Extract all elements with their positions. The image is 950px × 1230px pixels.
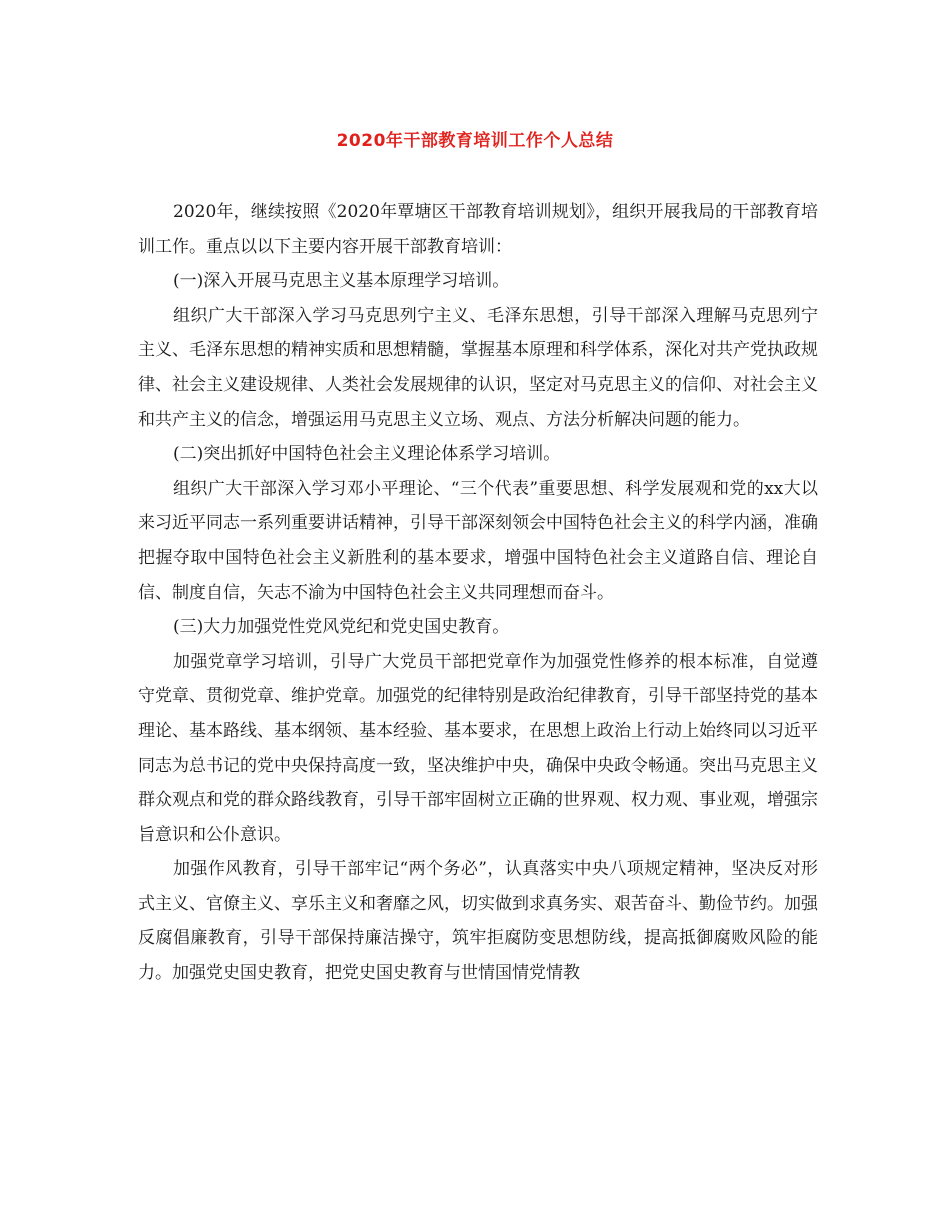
paragraph-section-2: 组织广大干部深入学习邓小平理论、“三个代表”重要思想、科学发展观和党的xx大以来习近平同志一系列重要讲话精神，引导干部深刻领会中国特色社会主义的科学内涵，准确把握夺取中国特色社会主义新胜利的基本要求，增强中国特色社会主义道路自信、理论自信、制度自信，矢志不渝为中国特色社会主义共同理想而奋斗。: [138, 478, 818, 603]
paragraph-intro: 2020年，继续按照《2020年覃塘区干部教育培训规划》，组织开展我局的干部教育培训工作。重点以以下主要内容开展干部教育培训：: [138, 202, 818, 257]
document-body: [138, 195, 818, 991]
paragraph-section-3b: 加强作风教育，引导干部牢记“两个务必”，认真落实中央八项规定精神，坚决反对形式主义、官僚主义、享乐主义和奢靡之风，切实做到求真务实、艰苦奋斗、勤俭节约。加强反腐倡廉教育，引导干部保持廉洁操守，筑牢拒腐防变思想防线，提高抵御腐败风险的能力。加强党史国史教育，把党史国史教育与世情国情党情教: [138, 859, 818, 984]
paragraph-section-1: 组织广大干部深入学习马克思列宁主义、毛泽东思想，引导干部深入理解马克思列宁主义、毛泽东思想的精神实质和思想精髓，掌握基本原理和科学体系，深化对共产党执政规律、社会主义建设规律、人类社会发展规律的认识，坚定对马克思主义的信仰、对社会主义和共产主义的信念，增强运用马克思主义立场、观点、方法分析解决问题的能力。: [138, 305, 818, 430]
section-heading-3: (三)大力加强党性党风党纪和党史国史教育。: [173, 617, 510, 638]
section-heading-2: (二)突出抓好中国特色社会主义理论体系学习培训。: [173, 444, 561, 465]
document-title: 2020年干部教育培训工作个人总结: [336, 131, 614, 151]
paragraph-section-3a: 加强党章学习培训，引导广大党员干部把党章作为加强党性修养的根本标准，自觉遵守党章、贯彻党章、维护党章。加强党的纪律特别是政治纪律教育，引导干部坚持党的基本理论、基本路线、基本纲领、基本经验、基本要求，在思想上政治上行动上始终同以习近平同志为总书记的党中央保持高度一致，坚决维护中央，确保中央政令畅通。突出马克思主义群众观点和党的群众路线教育，引导干部牢固树立正确的世界观、权力观、事业观，增强宗旨意识和公仆意识。: [138, 651, 818, 845]
section-heading-1: (一)深入开展马克思主义基本原理学习培训。: [173, 271, 510, 292]
